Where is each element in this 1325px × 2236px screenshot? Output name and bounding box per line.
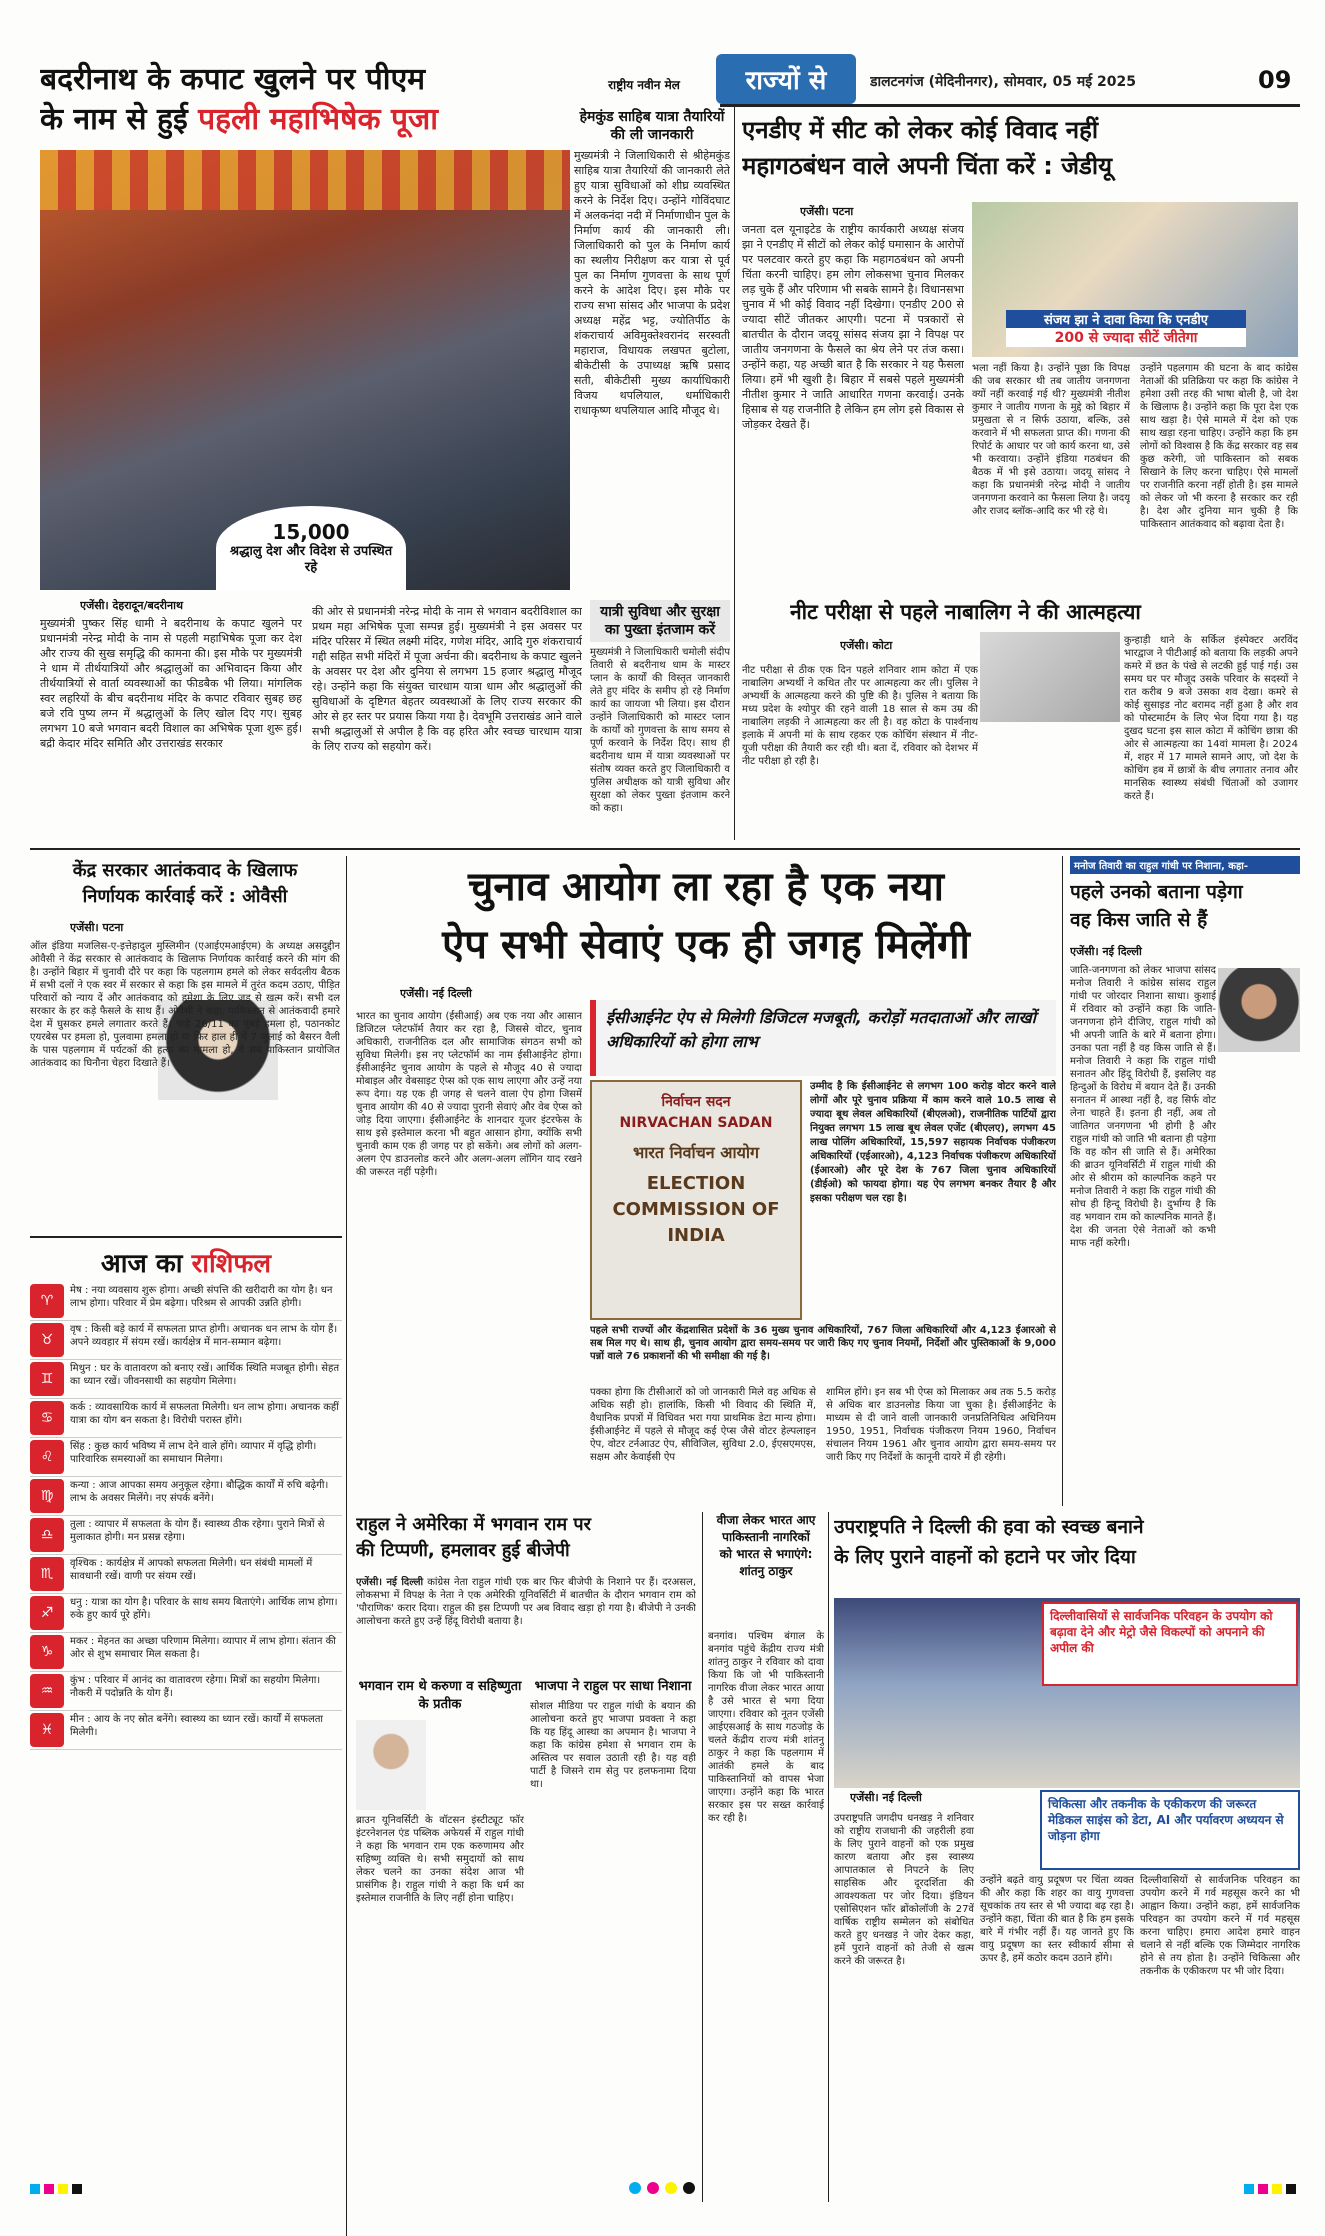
eci-photo <box>590 1080 802 1320</box>
rashifal-text: मेष : नया व्यवसाय शुरू होगा। अच्छी संपत्ति की खरीदारी का योग है। धन लाभ होगा। परिवार में प्रेम बढ़ेगा। परिश्रम से आपकी उन्नति होगी। <box>70 1285 333 1309</box>
delhi-body-col1: उपराष्ट्रपति जगदीप धनखड़ ने शनिवार को राष्ट्रीय राजधानी की जहरीली हवा के लिए पुराने वाहनों को एक प्रमुख कारण बताया और इस स्वास्थ्य आपातकाल से निपटने के लिए साहसिक और दूरदर्शिता की आवश्यकता पर जोर दिया। इंडियन एसोसिएशन फॉर ब्रोंकोलॉजी के 27वें वार्षिक राष्ट्रीय सम्मेलन को संबोधित करते हुए धनखड़ ने जोर देकर कहा, हमें पुराने वाहनों को तेजी से खत्म करने की जरूरत है। <box>834 1813 974 1967</box>
delhi-headline <box>834 1512 1300 1592</box>
badrinath-body-col1 <box>40 616 302 838</box>
vertical-divider-visa <box>702 1512 703 2202</box>
rashifal-list <box>30 1282 342 2172</box>
delhi-callout-2-text: चिकित्सा और तकनीक के एकीकरण की जरूरत मेडिकल साइंस को डेटा, AI और पर्यावरण अध्ययन से जोड़ना होगा <box>1048 1797 1284 1843</box>
jdu-headline-line2: महागठबंधन वाले अपनी चिंता करें : जेडीयू <box>742 152 1113 180</box>
color-squares-right <box>1244 2179 1300 2198</box>
color-squares-left <box>30 2179 86 2198</box>
yatri-head: यात्री सुविधा और सुरक्षा का पुख्ता इंतजाम करें <box>590 600 730 642</box>
rahul-headline-line1: राहुल ने अमेरिका में भगवान राम पर <box>356 1514 591 1535</box>
visa-headline <box>708 1512 824 1622</box>
photo-badge-text: श्रद्धालु देश और विदेश से उपस्थित रहे <box>229 544 393 575</box>
jdu-body-col3: उन्होंने पहलगाम की घटना के बाद कांग्रेस नेताओं की प्रतिक्रिया पर कहा कि कांग्रेस ने हमेशा उसी तरह की भाषा बोली है, जो देश के खिलाफ है। उन्होंने कहा कि पूरा देश एक साथ खड़ा है। ऐसे मामले में देश को एक साथ खड़ा रहना चाहिए। उन्होंने कहा कि हम लोगों को विश्वास है कि केंद्र सरकार वह सब कुछ करेगी, जो पाकिस्तान को सबक सिखाने के लिए करना चाहिए। ऐसे मामलों पर राजनीति करना नहीं होती है। इस मामले को लेकर जो भी करना है सरकार कर रही है। देश और दुनिया मान चुकी है कि पाकिस्तान आतंकवाद को बढ़ावा देता है। <box>1140 363 1298 530</box>
rashifal-row <box>30 1594 342 1633</box>
badrinath-photo <box>40 150 570 590</box>
jdu-body-col1: जनता दल यूनाइटेड के राष्ट्रीय कार्यकारी अध्यक्ष संजय झा ने एनडीए में सीटों को लेकर कोई घमासान के आरोपों पर पलटवार करते हुए कहा कि महागठबंधन को अपनी चिंता करनी चाहिए। हम लोग लोकसभा चुनाव मिलकर लड़ चुके हैं और परिणाम भी सबके सामने है। विधानसभा चुनाव में भी कोई विवाद नहीं दिखेगा। एनडीए 200 से ज्यादा सीटें जीतकर आएगी। पटना में पत्रकारों से बातचीत के दौरान जदयू सांसद संजय झा ने विपक्ष पर जातीय जनगणना के फैसले का श्रेय लेने पर तंज कसा। उन्होंने कहा, यह अच्छी बात है कि सरकार ने यह फैसला लिया। हमें भी खुशी है। बिहार में सबसे पहले मुख्यमंत्री नीतीश कुमार ने जाति आधारित गणना करवाई। उनके हिसाब से यह राजनीति है लेकिन हम लोग इसे विकास से जोड़कर देखते हैं। <box>742 223 964 431</box>
caste-kicker: मनोज तिवारी का राहुल गांधी पर निशाना, कहा- <box>1070 856 1300 874</box>
app-body-col1: भारत का चुनाव आयोग (ईसीआई) अब एक नया और आसान डिजिटल प्लेटफॉर्म तैयार कर रहा है, जिससे वोटर, चुनाव अधिकारी, राजनीतिक दल और सामाजिक संगठन सभी को सुविधा मिलेगी। इस नए प्लेटफॉर्म का नाम ईसीआईनेट होगा। ईसीआईनेट चुनाव आयोग के पहले से मौजूद 40 से ज्यादा मोबाइल और वेबसाइट ऐप्स को एक साथ लाएगा और उन्हें नया रूप देगा। यह एक ही जगह से चलने वाला ऐप होगा जिसमें चुनाव आयोग की 40 से ज्यादा पुरानी सेवाएं और वेब ऐप्स को जोड़ दिया जाएगा। ईसीआईनेट के शानदार यूजर इंटरफेस के साथ इसे इस्तेमाल करना भी बहुत आसान होगा, क्योंकि सभी चुनावी काम एक ही जगह पर हो सकेंगे। अब लोगों को अलग-अलग ऐप डाउनलोड करने और अलग-अलग लॉगिन याद रखने की जरूरत नहीं पड़ेगी। <box>356 1011 582 1178</box>
rashifal-title <box>30 1244 342 1278</box>
rahul-byline: एजेंसी। नई दिल्ली <box>356 1577 424 1588</box>
rashifal-divider <box>30 1236 342 1238</box>
rashifal-text: तुला : व्यापार में सफलता के योग हैं। स्वास्थ्य ठीक रहेगा। पुराने मित्रों से मुलाकात होगी। मन प्रसन्न रहेगा। <box>70 1519 325 1543</box>
owaisi-body: ऑल इंडिया मजलिस-ए-इत्तेहादुल मुस्लिमीन (एआईएमआईएम) के अध्यक्ष असदुद्दीन ओवैसी ने केंद्र सरकार से आतंकवाद के खिलाफ निर्णायक कार्रवाई करने की मांग की है। उन्होंने बिहार में चुनावी दौरे पर कहा कि पहलगाम हमले को लेकर सर्वदलीय बैठक में सभी दलों ने एक स्वर में सरकार से कहा कि इस मामले में तुरंत कदम उठाए, पीड़ित परिवारों को न्याय दें और आतंकवाद को हमेशा के लिए जड़ से खत्म करें। सभी दल सरकार के हर कड़े फैसले के साथ हैं। ओवैसी ने कहा, पाकिस्तान से आतंकवादी हमारे देश में घुसकर हमले लगातार करते हैं। चाहे 26/11 का मुंबई हमला हो, पठानकोट एयरबेस पर हमला हो, पुलवामा हमला हो या फिर हाल ही में 7 जुलाई को बैसरन वैली के पास पहलगाम में पर्यटकों की हत्या का मामला हो, ये सब पाकिस्तान प्रायोजित आतंकवाद का घिनौना चेहरा दिखाते हैं। <box>30 941 340 1069</box>
badrinath-headline-highlight: पहली महाभिषेक पूजा <box>198 102 439 137</box>
rashifal-text: कन्या : आज आपका समय अनुकूल रहेगा। बौद्धिक कार्यों में रुचि बढ़ेगी। लाभ के अवसर मिलेंगे। नए संपर्क बनेंगे। <box>70 1480 329 1504</box>
neet-headline: नीट परीक्षा से पहले नाबालिग ने की आत्महत्या <box>790 600 1141 624</box>
zodiac-icon: ♐ <box>30 1596 64 1630</box>
rahul-sub2-head: भाजपा ने राहुल पर साधा निशाना <box>534 1679 692 1694</box>
yatri-box <box>590 600 730 838</box>
caste-body: जाति-जनगणना को लेकर भाजपा सांसद मनोज तिवारी ने कांग्रेस सांसद राहुल गांधी पर जोरदार निशाना साधा। कुशाई में रविवार को उन्होंने कहा कि जाति-जनगणना होने दीजिए, राहुल गांधी को भी अपनी जाति के बारे में बताना होगा। उनका पता नहीं है वह किस जाति से हैं। मनोज तिवारी ने कहा कि राहुल गांधी सनातन और हिंदू विरोधी हैं, इसलिए वह हिन्दुओं के विरोध में बयान देते हैं। उनकी सनातन में आस्था नहीं है, वह सिर्फ वोट लेना चाहते हैं। इतना ही नहीं, अब तो जातिगत जनगणना भी होगी है और राहुल गांधी को जाति भी बताना ही पड़ेगा कि वह कौन सी जाति से हैं। अमेरिका की ब्राउन यूनिवर्सिटी में राहुल गांधी की ओर से श्रीराम को काल्पनिक कहने पर मनोज तिवारी ने कहा कि राहुल गांधी की सोच ही हिन्दू विरोधी है। दुर्भाग्य है कि वह भगवान राम को काल्पनिक मानते हैं। देश की जनता ऐसे नेताओं को कभी माफ नहीं करेगी। <box>1070 965 1216 1249</box>
app-body-col2: पक्का होगा कि टीसीआरों को जो जानकारी मिले वह अधिक से अधिक सही हो। हालांकि, किसी भी विवाद की स्थिति में, वैधानिक प्रपत्रों में विधिवत भरा गया प्राथमिक डेटा मान्य होगा। ईसीआईनेट में पहले से मौजूद कई ऐप्स जैसे वोटर हेल्पलाइन ऐप, वोटर टर्नआउट ऐप, सीविजिल, सुविधा 2.0, ईएसएमएस, सक्षम और केवाईसी ऐप <box>590 1387 816 1463</box>
rashifal-text: धनु : यात्रा का योग है। परिवार के साथ समय बिताएंगे। आर्थिक लाभ होगा। रुके हुए कार्य पूरे होंगे। <box>70 1597 338 1621</box>
app-body-col3: शामिल होंगे। इन सब भी ऐप्स को मिलाकर अब तक 5.5 करोड़ से अधिक बार डाउनलोड किया जा चुका है। ईसीआईनेट के माध्यम से दी जाने वाली जानकारी जनप्रतिनिधित्व अधिनियम 1950, 1951, निर्वाचक पंजीकरण नियम 1960, निर्वाचन संचालन नियम 1961 और चुनाव आयोग द्वारा समय-समय पर जारी किए गए निर्देशों के कानूनी दायरे में ही रहेगी। <box>826 1387 1056 1463</box>
rahul-headline <box>356 1512 696 1570</box>
owaisi-headline-line1: केंद्र सरकार आतंकवाद के खिलाफ <box>72 860 298 881</box>
rahul-sub2 <box>530 1678 696 2198</box>
rashifal-row <box>30 1282 342 1321</box>
rashifal-row <box>30 1438 342 1477</box>
badrinath-body-col2 <box>312 604 582 838</box>
manoj-tiwari-photo <box>1218 968 1300 1052</box>
hemkund-body: मुख्यमंत्री ने जिलाधिकारी से श्रीहेमकुंड साहिब यात्रा तैयारियों की जानकारी लेते हुए यात्रा सुविधाओं को शीघ्र व्यवस्थित करने के निर्देश दिए। उन्होंने गोविंदघाट में अलकनंदा नदी में निर्माणाधीन पुल के निर्माण कार्य की जानकारी ली। जिलाधिकारी को पुल के निर्माण कार्य का स्थलीय निरीक्षण कर यात्रा से पूर्व पुल का निर्माण गुणवत्ता के साथ पूर्ण करने के आदेश दिए। इस मौके पर राज्य सभा सांसद और भाजपा के प्रदेश अध्यक्ष महेंद्र भट्ट, ज्योतिर्पीठ के शंकराचार्य अविमुक्तेश्वरानंद सरस्वती महाराज, विधायक लखपत बुटोला, बीकेटीसी के उपाध्यक्ष ऋषि प्रसाद सती, बीकेटीसी मुख्य कार्याधिकारी विजय थपलियाल, धर्माधिकारी राधाकृष्ण थपलियाल आदि मौजूद थे। <box>574 149 730 417</box>
delhi-headline-line2: के लिए पुराने वाहनों को हटाने पर जोर दिया <box>834 1546 1136 1568</box>
eci-photo-caption: पहले सभी राज्यों और केंद्रशासित प्रदेशों के 36 मुख्य चुनाव अधिकारियों, 767 जिला अधिकारियों और 4,123 ईआरओ से सब मिल गए थे। साथ ही, चुनाव आयोग द्वारा समय-समय पर जारी किए गए चुनाव नियमों, निर्देशों और पुस्तिकाओं के 9,000 पन्नों वाले 76 प्रकाशनों की भी समीक्षा की गई है। <box>590 1325 1056 1362</box>
jdu-body-col2: भला नहीं किया है। उन्होंने पूछा कि विपक्ष की जब सरकार थी तब जातीय जनगणना क्यों नहीं करवाई गई थी? मुख्यमंत्री नीतीश कुमार ने जातीय गणना के मुद्दे को बिहार में प्रमुखता से न सिर्फ उठाया, बल्कि, उसे करवाने में भी सफलता प्राप्त की। गणना की रिपोर्ट के आधार पर जो कार्य करना था, उसे भी करवाया। उन्होंने इंडिया गठबंधन की बैठक में भी इसे उठाया। जदयू सांसद ने कहा कि प्रधानमंत्री नरेन्द्र मोदी ने जातीय जनगणना करवाने का फैसला लिया है। जदयू और राजद ब्लॉक-आदि कर भी रहे थे। <box>972 363 1130 517</box>
rashifal-title-b: राशिफल <box>191 1249 272 1278</box>
jdu-caption-line2: 200 से ज्यादा सीटें जीतेगा <box>1006 328 1246 347</box>
rashifal-text: मीन : आय के नए स्रोत बनेंगे। स्वास्थ्य का ध्यान रखें। कार्यों में सफलता मिलेगी। <box>70 1714 324 1738</box>
badrinath-headline-line2 <box>40 100 580 140</box>
neet-body-col1: नीट परीक्षा से ठीक एक दिन पहले शनिवार शाम कोटा में एक नाबालिग अभ्यर्थी ने कथित तौर पर आत्महत्या कर ली। पुलिस ने अभ्यर्थी के आत्महत्या करने की पुष्टि की है। पुलिस ने बताया कि मध्य प्रदेश के श्योपुर की रहने वाली 18 साल से कम उम्र की नाबालिग लड़की ने आत्महत्या कर ली है। वह कोटा के पार्श्वनाथ इलाके में अपनी मां के साथ रहकर एक कोचिंग संस्थान में नीट-यूजी परीक्षा की तैयारी कर रही थी। बता दें, रविवार को देशभर में नीट परीक्षा हो रही है। <box>742 665 978 767</box>
zodiac-icon: ♌ <box>30 1440 64 1474</box>
delhi-callout-2 <box>1040 1790 1300 1870</box>
footer-color-marks <box>30 2178 1300 2198</box>
rashifal-text: सिंह : कुछ कार्य भविष्य में लाभ देने वाले होंगे। व्यापार में वृद्धि होगी। पारिवारिक समस्याओं का समाधान मिलेगा। <box>70 1441 317 1465</box>
rashifal-text: वृष : किसी बड़े कार्य में सफलता प्राप्त होगी। अचानक धन लाभ के योग हैं। अपने व्यवहार में संयम रखें। कार्यक्षेत्र में मान-सम्मान बढ़ेगा। <box>70 1324 338 1348</box>
rashifal-text: कुंभ : परिवार में आनंद का वातावरण रहेगा। मित्रों का सहयोग मिलेगा। नौकरी में पदोन्नति के योग हैं। <box>70 1675 321 1699</box>
photo-badge-number: 15,000 <box>272 520 350 544</box>
rahul-sub1 <box>356 1678 524 2198</box>
visa-headline-line2: पाकिस्तानी नागरिकों <box>722 1530 810 1544</box>
rashifal-text: वृश्चिक : कार्यक्षेत्र में आपको सफलता मिलेगी। धन संबंधी मामलों में सावधानी रखें। वाणी पर संयम रखें। <box>70 1558 313 1582</box>
eci-sign-english: NIRVACHAN SADAN <box>619 1115 773 1131</box>
eci-sign-english-2: ELECTION COMMISSION OF INDIA <box>612 1173 780 1246</box>
delhi-photo <box>834 1598 1300 1788</box>
jdu-photo <box>972 202 1298 357</box>
app-quote-box <box>590 1000 1056 1076</box>
owaisi-headline-line2: निर्णायक कार्रवाई करें : ओवैसी <box>82 886 288 907</box>
badrinath-paragraph-2: की ओर से प्रधानमंत्री नरेन्द्र मोदी के नाम से भगवान बदरीविशाल का प्रथम महा अभिषेक पूजा सम्पन्न हुई। मुख्यमंत्री ने इस अवसर पर मंदिर परिसर में स्थित लक्ष्मी मंदिर, गणेश मंदिर, आदि गुरु शंकराचार्य गद्दी सहित सभी मंदिरों में पूजा अर्चना की। बदरीनाथ के कपाट खुलने के अवसर पर देश और दुनिया से लगभग 15 हजार श्रद्धालु मौजूद रहे। उन्होंने कहा कि संयुक्त चारधाम यात्रा धाम और श्रद्धालुओं की सुविधाओं के दृष्टिगत बेहतर व्यवस्थाओं के लिए राज्य सरकार की ओर से हर स्तर पर प्रयास किया गया है। देवभूमि उत्तराखंड आने वाले सभी श्रद्धालुओं से अपील है कि वह हरित और स्वच्छ चारधाम यात्रा के लिए राज्य को सहयोग करें। <box>312 605 582 753</box>
rashifal-row <box>30 1477 342 1516</box>
rashifal-row <box>30 1399 342 1438</box>
delhi-byline: एजेंसी। नई दिल्ली <box>850 1791 922 1804</box>
rashifal-title-a: आज का <box>100 1249 192 1278</box>
delhi-callout-1 <box>1042 1602 1298 1686</box>
vertical-divider-delhi <box>828 1512 829 2202</box>
zodiac-icon: ♉ <box>30 1323 64 1357</box>
yatri-body: मुख्यमंत्री ने जिलाधिकारी चमोली संदीप तिवारी से बदरीनाथ धाम के मास्टर प्लान के कार्यों की विस्तृत जानकारी लेते हुए मंदिर के समीप हो रहे निर्माण कार्य का जायजा भी लिया। इस दौरान उन्होंने जिलाधिकारी को मास्टर प्लान के कार्यों को गुणवत्ता के साथ समय से पूर्ण करवाने के निर्देश दिए। साथ ही बदरीनाथ धाम में यात्रा व्यवस्थाओं पर संतोष व्यक्त करते हुए जिलाधिकारी व पुलिस अधीक्षक को यात्री सुविधा और सुरक्षा को लेकर पुख्ता इंतजाम करने को कहा। <box>590 647 730 814</box>
masthead-brand: राष्ट्रीय नवीन मेल <box>608 78 680 92</box>
zodiac-icon: ♓ <box>30 1713 64 1747</box>
hemkund-head: हेमकुंड साहिब यात्रा तैयारियों की ली जानकारी <box>579 109 725 143</box>
visa-headline-line1: वीजा लेकर भारत आए <box>716 1513 816 1527</box>
rashifal-row <box>30 1360 342 1399</box>
rahul-body-text: कांग्रेस नेता राहुल गांधी एक बार फिर बीजेपी के निशाने पर हैं। दरअसल, लोकसभा में विपक्ष के नेता ने एक अमेरिकी यूनिवर्सिटी में बातचीत के दौरान भगवान राम को 'पौराणिक' करार दिया। राहुल की इस टिप्पणी पर अब विवाद खड़ा हो गया है। बीजेपी ने उनकी आलोचना करते हुए उन्हें हिंदू विरोधी बताया है। <box>356 1577 696 1627</box>
zodiac-icon: ♎ <box>30 1518 64 1552</box>
caste-headline <box>1070 878 1300 938</box>
masthead-rule <box>720 104 1300 107</box>
photo-badge <box>216 506 406 590</box>
badrinath-headline-line2a: के नाम से हुई <box>40 102 199 137</box>
jdu-photo-caption <box>1006 310 1246 356</box>
app-quote: ईसीआईनेट ऐप से मिलेगी डिजिटल मजबूती, करोड़ों मतदाताओं और लाखों अधिकारियों को होगा लाभ <box>606 1008 1036 1051</box>
delhi-body-col2: उन्होंने बढ़ते वायु प्रदूषण पर चिंता व्यक्त की और कहा कि शहर का वायु गुणवत्ता सूचकांक तय स्तर से भी ज्यादा बढ़ रहा है। उन्होंने कहा, चिंता की बात है कि हम इसके बारे में गंभीर नहीं हैं। यह जानते हुए कि वायु प्रदूषण का स्तर स्वीकार्य सीमा से ऊपर है, हमें कठोर कदम उठाने होंगे। <box>980 1875 1134 1964</box>
neet-byline: एजेंसी। कोटा <box>840 639 893 652</box>
owaisi-byline: एजेंसी। पटना <box>70 921 124 934</box>
rahul-sub2-body: सोशल मीडिया पर राहुल गांधी के बयान की आलोचना करते हुए भाजपा प्रवक्ता ने कहा कि यह हिंदू आस्था का अपमान है। भाजपा ने कहा कि कांग्रेस हमेशा से भगवान राम के अस्तित्व पर सवाल उठाती रही है। यह वही पार्टी है जिसने राम सेतु पर हलफनामा दिया था। <box>530 1701 696 1790</box>
neet-body-col2: कुन्हाड़ी थाने के सर्किल इंस्पेक्टर अरविंद भारद्वाज ने पीटीआई को बताया कि लड़की अपने कमरे में छत के पंखे से लटकी हुई पाई गई। उस समय घर पर मौजूद उसके परिवार के सदस्यों ने रात करीब 9 बजे उसका शव देखा। कमरे से कोई सुसाइड नोट बरामद नहीं हुआ है और शव को पोस्टमार्टम के लिए भेज दिया गया है। यह दुखद घटना इस साल कोटा में कोचिंग छात्रा की ओर से आत्महत्या का 14वां मामला है। 2024 में, शहर में 17 मामले सामने आए, जो देश के कोचिंग हब में छात्रों के बीच लगातार तनाव और मानसिक स्वास्थ्य संबंधी चिंताओं को उजागर करते हैं। <box>1124 635 1298 802</box>
badrinath-byline: एजेंसी। देहरादून/बदरीनाथ <box>80 599 183 612</box>
rahul-sub1-body: ब्राउन यूनिवर्सिटी के वॉटसन इंस्टीट्यूट फॉर इंटरनेशनल एंड पब्लिक अफेयर्स में राहुल गांधी ने कहा कि भगवान राम एक करुणामय और सहिष्णु व्यक्ति थे। सभी समुदायों को साथ लेकर चलने का उनका संदेश आज भी प्रासंगिक है। राहुल गांधी ने कहा कि धर्म का इस्तेमाल राजनीति के लिए नहीं होना चाहिए। <box>356 1815 524 1904</box>
hemkund-sidebar <box>574 108 730 596</box>
vertical-divider-top <box>734 106 735 840</box>
section-label: राज्यों से <box>745 66 827 96</box>
rashifal-text: मिथुन : घर के वातावरण को बनाए रखें। आर्थिक स्थिति मजबूत होगी। सेहत का ध्यान रखें। जीवनसाथी का सहयोग मिलेगा। <box>70 1363 340 1387</box>
visa-headline-line4: शांतनु ठाकुर <box>739 1564 793 1578</box>
rashifal-row <box>30 1633 342 1672</box>
zodiac-icon: ♊ <box>30 1362 64 1396</box>
zodiac-icon: ♍ <box>30 1479 64 1513</box>
visa-headline-line3: को भारत से भगाएंगे: <box>719 1547 813 1561</box>
rashifal-row <box>30 1672 342 1711</box>
zodiac-icon: ♏ <box>30 1557 64 1591</box>
delhi-callout-1-text: दिल्लीवासियों से सार्वजनिक परिवहन के उपयोग को बढ़ावा देने और मेट्रो जैसे विकल्पों को अपनाने की अपील की <box>1050 1609 1273 1655</box>
section-badge <box>716 54 856 104</box>
zodiac-icon: ♑ <box>30 1635 64 1669</box>
caste-headline-line2: वह किस जाति से हैं <box>1070 909 1208 931</box>
owaisi-headline <box>30 858 340 916</box>
masthead-brand-box <box>574 62 714 102</box>
badrinath-paragraph-1: मुख्यमंत्री पुष्कर सिंह धामी ने बदरीनाथ के कपाट खुलने पर प्रधानमंत्री नरेन्द्र मोदी के नाम से पहली महाभिषेक पूजा कर देश और राज्य की सुख समृद्धि की कामना की। इस मौके पर मुख्यमंत्री ने धाम में तीर्थयात्रियों और श्रद्धालुओं का अभिवादन किया और तीर्थयात्रियों से वार्ता व्यवस्थाओं का फीडबैक भी लिया। मांगलिक स्वर लहरियों के बीच बदरीनाथ मंदिर के कपाट रविवार सुबह छह बजे रवि पुष्य लग्न में श्रद्धालुओं के लिए खोल दिए गए। सुबह लगभग 10 बजे भगवान बदरी विशाल का अभिषेक पूजा शुरू हुई। बद्री केदार मंदिर समिति और उत्तराखंड सरकार <box>40 617 302 750</box>
caste-headline-line1: पहले उनको बताना पड़ेगा <box>1070 881 1243 903</box>
masthead-dateline: डालटनगंज (मेदिनीनगर), सोमवार, 05 मई 2025 <box>870 74 1137 90</box>
rashifal-text: मकर : मेहनत का अच्छा परिणाम मिलेगा। व्यापार में लाभ होगा। संतान की ओर से शुभ समाचार मिल सकता है। <box>70 1636 336 1660</box>
visa-body: बनगांव। पश्चिम बंगाल के बनगांव पहुंचे केंद्रीय राज्य मंत्री शांतनु ठाकुर ने रविवार को दावा किया कि जो भी पाकिस्तानी नागरिक वीजा लेकर भारत आया है उसे भारत से भगा दिया जाएगा। रविवार को नूतन एजेंसी आईएसआई के साथ गठजोड़ के चलते केंद्रीय राज्य मंत्री शांतनु ठाकुर ने कहा कि पहलगाम में आतंकी हमले के बाद पाकिस्तानियों को वापस भेजा जाएगा। उन्होंने कहा कि भारत सरकार इस पर सख्त कार्रवाई कर रही है। <box>708 1631 824 1824</box>
jdu-headline <box>742 112 1298 196</box>
rashifal-row <box>30 1555 342 1594</box>
rashifal-row <box>30 1711 342 1750</box>
rahul-sub1-head: भगवान राम थे करुणा व सहिष्णुता के प्रतीक <box>358 1679 522 1712</box>
caste-byline: एजेंसी। नई दिल्ली <box>1070 945 1142 958</box>
badrinath-headline-line1: बदरीनाथ के कपाट खुलने पर पीएम <box>40 62 426 97</box>
page-number: 09 <box>1258 66 1292 94</box>
app-headline-line1: चुनाव आयोग ला रहा है एक नया <box>468 864 944 910</box>
rahul-headline-line2: की टिप्पणी, हमलावर हुई बीजेपी <box>356 1540 570 1561</box>
jdu-headline-line1: एनडीए में सीट को लेकर कोई विवाद नहीं <box>742 116 1099 144</box>
rashifal-row <box>30 1321 342 1360</box>
app-headline <box>356 858 1056 978</box>
rahul-body <box>356 1576 696 1676</box>
color-dots-center <box>629 2179 701 2198</box>
photo-garland-decoration <box>40 150 570 210</box>
jdu-byline: एजेंसी। पटना <box>800 205 854 218</box>
zodiac-icon: ♈ <box>30 1284 64 1318</box>
app-headline-line2: ऐप सभी सेवाएं एक ही जगह मिलेंगी <box>442 922 970 968</box>
rashifal-text: कर्क : व्यावसायिक कार्य में सफलता मिलेगी। धन लाभ होगा। अचानक कहीं यात्रा का योग बन सकता है। विरोधी परास्त होंगे। <box>70 1402 339 1426</box>
vertical-divider-owaisi <box>346 856 347 2236</box>
neet-photo <box>980 632 1120 722</box>
badrinath-headline <box>40 60 580 148</box>
rahul-photo <box>356 1720 426 1810</box>
zodiac-icon: ♋ <box>30 1401 64 1435</box>
jdu-caption-line1: संजय झा ने दावा किया कि एनडीए <box>1006 310 1246 328</box>
app-byline: एजेंसी। नई दिल्ली <box>400 987 472 1000</box>
vertical-divider-caste <box>1062 856 1063 1506</box>
horizontal-divider-mid <box>30 848 1300 850</box>
rashifal-row <box>30 1516 342 1555</box>
delhi-body-col3: दिल्लीवासियों से सार्वजनिक परिवहन का उपयोग करने में गर्व महसूस करने का भी आह्वान किया। उन्होंने कहा, हमें सार्वजनिक परिवहन का उपयोग करने में गर्व महसूस करना चाहिए। हमारा आदेश हमारे वाहन चलाने से नहीं बल्कि एक जिम्मेदार नागरिक होने से तय होता है। उन्होंने चिकित्सा और तकनीक के एकीकरण पर भी जोर दिया। <box>1140 1875 1300 1977</box>
delhi-headline-line1: उपराष्ट्रपति ने दिल्ली की हवा को स्वच्छ बनाने <box>834 1516 1144 1538</box>
zodiac-icon: ♒ <box>30 1674 64 1708</box>
app-quote-sub: उम्मीद है कि ईसीआईनेट से लगभग 100 करोड़ वोटर करने वाले लोगों और पूरे चुनाव प्रक्रिया में काम करने वाले 10.5 लाख से ज्यादा बूथ लेवल अधिकारियों (बीएलओ), राजनीतिक पार्टियों द्वारा नियुक्त लगभग 15 लाख बूथ लेवल एजेंट (बीएलए), लगभग 45 लाख पोलिंग अधिकारियों, 15,597 सहायक निर्वाचक पंजीकरण अधिकारियों (एईआरओ), 4,123 निर्वाचक पंजीकरण अधिकारियों (ईआरओ) और पूरे देश के 767 जिला चुनाव अधिकारियों (डीईओ) को फायदा होगा। यह ऐप लगभग बनकर तैयार है और इसका परीक्षण चल रहा है। <box>810 1081 1056 1204</box>
eci-sign-hindi-2: भारत निर्वाचन आयोग <box>632 1143 760 1162</box>
eci-sign-hindi: निर्वाचन सदन <box>661 1094 731 1110</box>
